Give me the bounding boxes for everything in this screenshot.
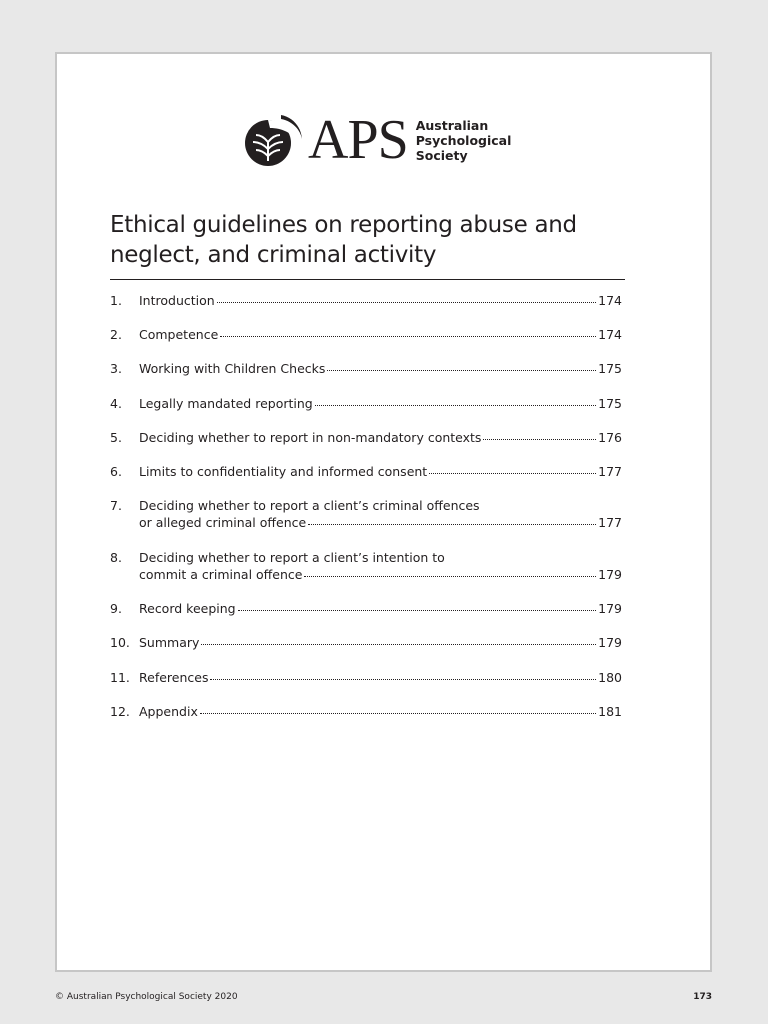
toc-entry-title: Competence [139, 327, 219, 342]
toc-dot-leader [483, 438, 596, 440]
toc-dot-leader [238, 609, 597, 611]
toc-entry-number: 2. [110, 327, 122, 342]
toc-entry-number: 5. [110, 430, 122, 445]
toc-entry-number: 3. [110, 361, 122, 376]
toc-dot-leader [217, 301, 596, 303]
toc-entry-line [139, 634, 622, 651]
toc-entry-line [139, 360, 622, 377]
toc-dot-leader [304, 575, 596, 577]
toc-entry-number: 6. [110, 464, 122, 479]
toc-entry-title: or alleged criminal offence [139, 515, 307, 530]
toc-entry-line [139, 429, 622, 446]
toc-entry-title: Record keeping [139, 601, 236, 616]
toc-page-number: 174 [598, 327, 622, 342]
toc-entry-number: 7. [110, 498, 122, 513]
toc-entry-title: Working with Children Checks [139, 361, 326, 376]
footer-copyright: © Australian Psychological Society 2020 [55, 992, 238, 1002]
logo-acronym: APS [308, 109, 408, 171]
toc-entry-number: 12. [110, 704, 130, 719]
toc-entry-number: 4. [110, 396, 122, 411]
logo-word-3: Society [415, 147, 468, 163]
toc-entry-number: 9. [110, 601, 122, 616]
toc-entry-line [139, 703, 622, 720]
toc-dot-leader [429, 472, 596, 474]
toc-entry-title: Deciding whether to report in non-mandatory contexts [139, 430, 482, 445]
toc-dot-leader [210, 678, 596, 680]
toc-dot-leader [220, 335, 596, 337]
toc-entry-line [139, 292, 622, 309]
toc-page-number: 177 [598, 515, 622, 530]
toc-entry-line [139, 463, 622, 480]
toc-dot-leader [308, 523, 596, 525]
toc-page-number: 179 [598, 601, 622, 616]
logo-wordmark [416, 118, 512, 163]
title-line-2: neglect, and criminal activity [110, 242, 437, 268]
toc-entry-number: 1. [110, 293, 122, 308]
toc-page-number: 175 [598, 361, 622, 376]
aps-logo [244, 111, 511, 169]
toc-dot-leader [315, 404, 596, 406]
toc-entry-number: 11. [110, 670, 130, 685]
toc-entry-title: Introduction [139, 293, 215, 308]
toc-page-number: 179 [598, 635, 622, 650]
toc-entry-line [139, 514, 622, 531]
toc-entry-line [139, 395, 622, 412]
logo-word-1: Australian [415, 117, 489, 133]
toc-dot-leader [327, 369, 596, 371]
toc-page-number: 174 [598, 293, 622, 308]
toc-dot-leader [201, 643, 596, 645]
aps-leaf-emblem-icon [244, 111, 306, 169]
toc-entry-title: Appendix [139, 704, 198, 719]
toc-entry-title: Deciding whether to report a client’s intention to [139, 550, 445, 565]
toc-entry-title: Summary [139, 635, 200, 650]
toc-entry-title: Deciding whether to report a client’s criminal offences [139, 498, 480, 513]
toc-page-number: 175 [598, 396, 622, 411]
toc-entry-title: commit a criminal offence [139, 567, 303, 582]
toc-entry-title: Legally mandated reporting [139, 396, 313, 411]
toc-page-number: 176 [598, 430, 622, 445]
toc-entry-line [139, 326, 622, 343]
toc-page-number: 181 [598, 704, 622, 719]
toc-entry-number: 10. [110, 635, 130, 650]
toc-entry-line [139, 600, 622, 617]
title-line-1: Ethical guidelines on reporting abuse and [110, 212, 577, 238]
toc-entry-title: References [139, 670, 209, 685]
toc-entry-line [139, 549, 622, 566]
document-title [110, 210, 630, 270]
footer-page-number: 173 [693, 992, 712, 1002]
toc-entry-line [139, 566, 622, 583]
toc-entry-line [139, 497, 622, 514]
toc-entry-title: Limits to confidentiality and informed consent [139, 464, 428, 479]
title-divider [110, 279, 625, 280]
toc-page-number: 179 [598, 567, 622, 582]
toc-page-number: 177 [598, 464, 622, 479]
toc-dot-leader [200, 712, 596, 714]
toc-page-number: 180 [598, 670, 622, 685]
toc-entry-number: 8. [110, 550, 122, 565]
toc-entry-line [139, 669, 622, 686]
logo-word-2: Psychological [415, 132, 512, 148]
